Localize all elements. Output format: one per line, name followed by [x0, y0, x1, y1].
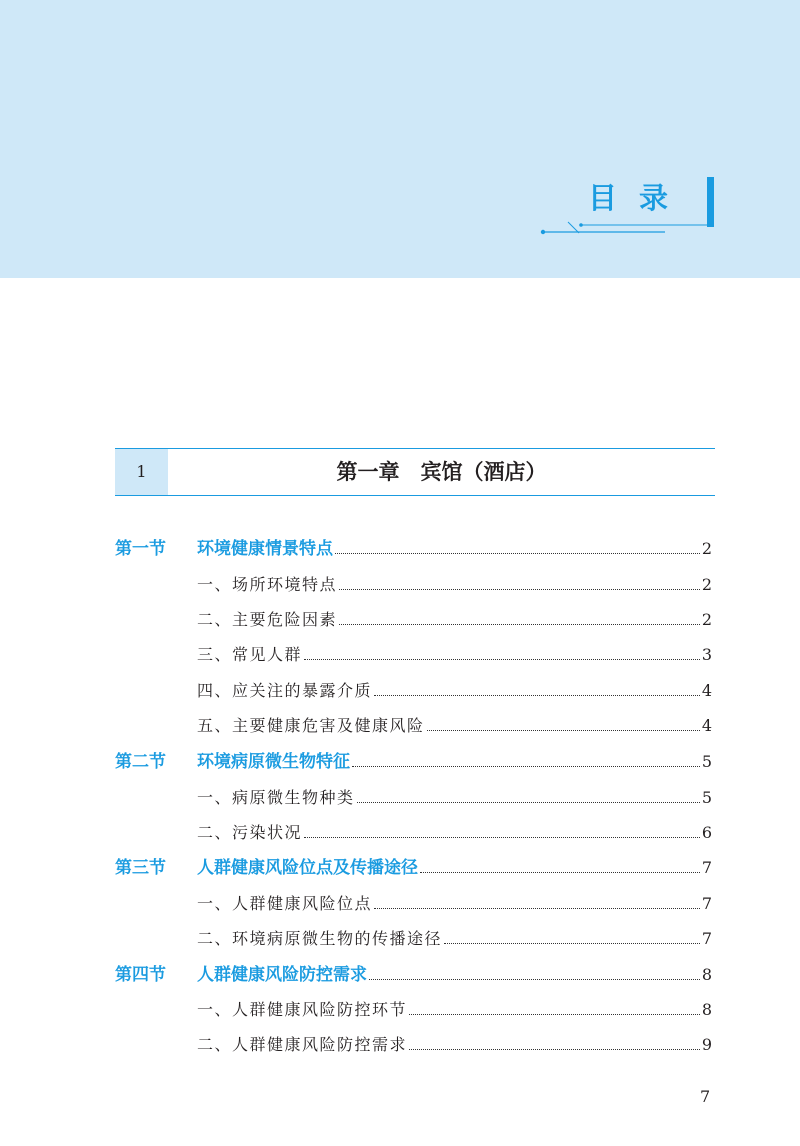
toc-section-entry[interactable] [115, 749, 712, 773]
section-number: 第一节 [115, 539, 166, 559]
subsection-title: 三、常见人群 [197, 645, 303, 664]
chapter-title: 第一章 宾馆（酒店） [336, 459, 547, 484]
section-title: 环境病原微生物特征 [197, 752, 350, 772]
title-underline-decoration [535, 205, 720, 240]
dot-leader [339, 623, 700, 625]
toc-section-entry[interactable] [115, 855, 712, 879]
subsection-title: 一、人群健康风险位点 [197, 894, 373, 913]
toc-section-entry[interactable] [115, 962, 712, 986]
toc-page-number: 8 [701, 1000, 712, 1019]
subsection-title: 二、人群健康风险防控需求 [197, 1035, 408, 1054]
dot-leader [374, 907, 700, 909]
dot-leader [427, 729, 700, 731]
toc-subsection-entry[interactable] [115, 926, 712, 950]
subsection-title: 二、污染状况 [197, 823, 303, 842]
toc-page-number: 5 [701, 788, 712, 807]
toc-page-number: 6 [701, 823, 712, 842]
dot-leader [374, 694, 700, 696]
chapter-heading [115, 448, 715, 496]
subsection-title: 一、场所环境特点 [197, 575, 338, 594]
dot-leader [304, 836, 700, 838]
toc-page-number: 4 [701, 681, 712, 700]
subsection-title: 五、主要健康危害及健康风险 [197, 716, 425, 735]
toc-page-number: 5 [701, 752, 712, 771]
header-band [0, 0, 800, 278]
toc-subsection-entry[interactable] [115, 607, 712, 631]
page-title: 目录 [588, 181, 691, 215]
toc-page-number: 2 [701, 610, 712, 629]
chapter-number: 1 [115, 449, 168, 495]
subsection-title: 一、病原微生物种类 [197, 788, 355, 807]
section-title: 人群健康风险位点及传播途径 [197, 858, 418, 878]
dot-leader [444, 942, 700, 944]
dot-leader [339, 588, 700, 590]
toc-subsection-entry[interactable] [115, 572, 712, 596]
toc-subsection-entry[interactable] [115, 1032, 712, 1056]
subsection-title: 二、主要危险因素 [197, 610, 338, 629]
toc-subsection-entry[interactable] [115, 785, 712, 809]
dot-leader [357, 801, 700, 803]
dot-leader [409, 1048, 700, 1050]
section-title: 环境健康情景特点 [197, 539, 333, 559]
toc-subsection-entry[interactable] [115, 997, 712, 1021]
toc-subsection-entry[interactable] [115, 820, 712, 844]
section-number: 第四节 [115, 965, 166, 985]
toc-page-number: 4 [701, 716, 712, 735]
dot-leader [409, 1013, 700, 1015]
toc-page-number: 3 [701, 645, 712, 664]
subsection-title: 四、应关注的暴露介质 [197, 681, 373, 700]
page-number: 7 [700, 1087, 711, 1106]
toc-page-number: 2 [701, 575, 712, 594]
toc-page-number: 9 [701, 1035, 712, 1054]
dot-leader [335, 552, 700, 554]
toc-page-number: 8 [701, 965, 712, 984]
toc-section-entry[interactable] [115, 536, 712, 560]
dot-leader [352, 765, 700, 767]
toc-page-number: 7 [701, 929, 712, 948]
subsection-title: 二、环境病原微生物的传播途径 [197, 929, 443, 948]
toc-subsection-entry[interactable] [115, 678, 712, 702]
section-number: 第二节 [115, 752, 166, 772]
toc-page-number: 2 [701, 539, 712, 558]
dot-leader [304, 658, 700, 660]
toc-subsection-entry[interactable] [115, 642, 712, 666]
toc-page-number: 7 [701, 858, 712, 877]
section-number: 第三节 [115, 858, 166, 878]
section-title: 人群健康风险防控需求 [197, 965, 367, 985]
dot-leader [369, 978, 700, 980]
toc-subsection-entry[interactable] [115, 713, 712, 737]
toc-page-number: 7 [701, 894, 712, 913]
toc-subsection-entry[interactable] [115, 891, 712, 915]
dot-leader [420, 871, 700, 873]
subsection-title: 一、人群健康风险防控环节 [197, 1000, 408, 1019]
